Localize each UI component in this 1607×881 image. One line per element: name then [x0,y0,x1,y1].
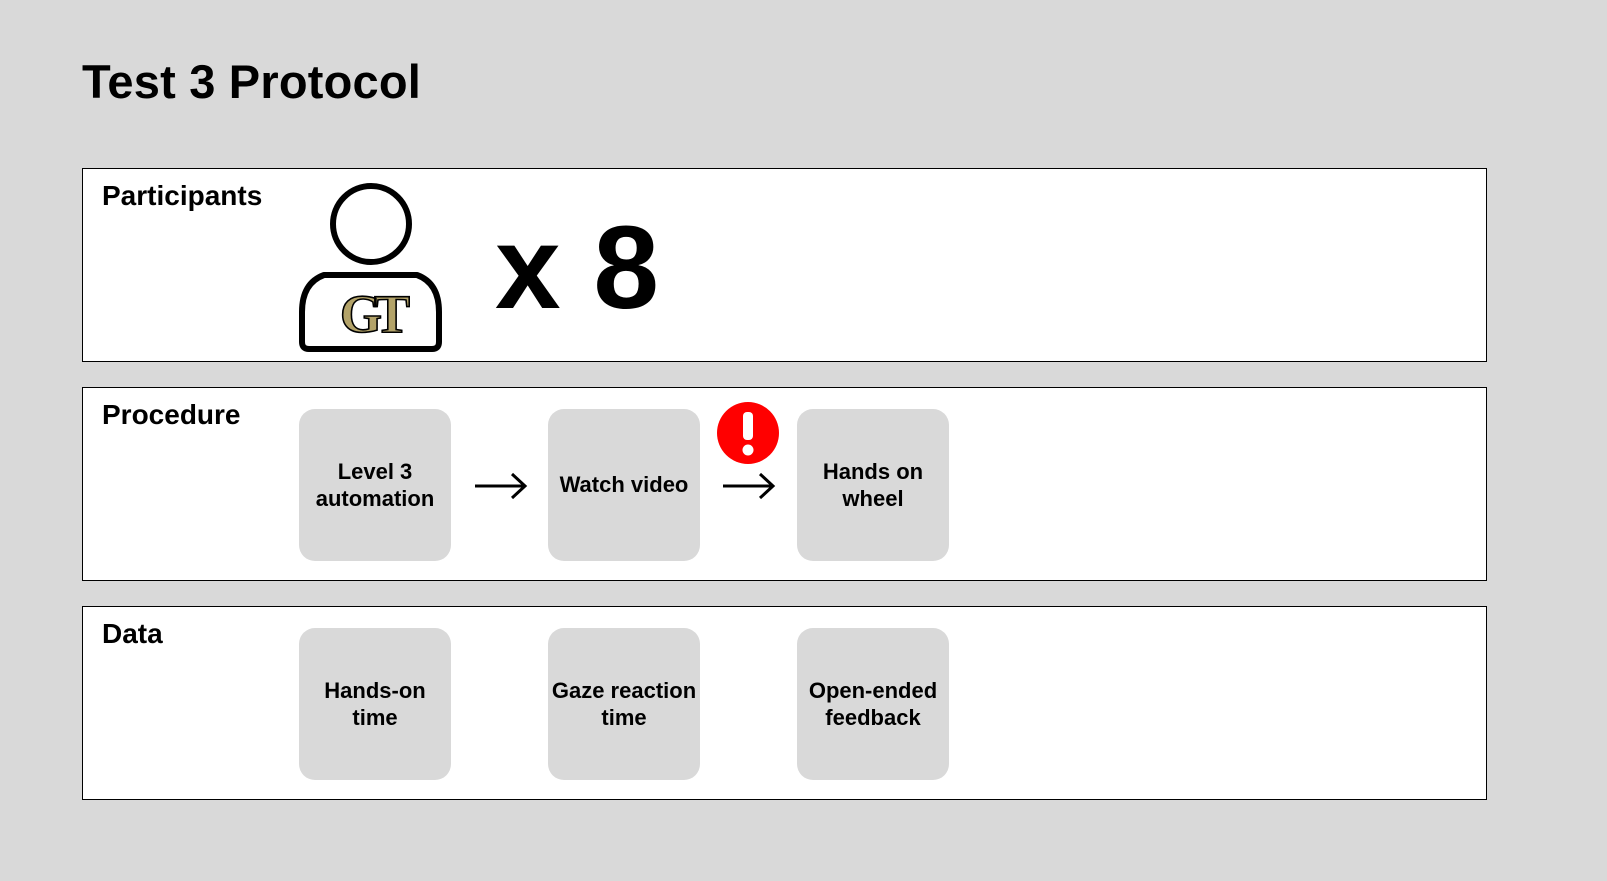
right-arrow-icon [721,470,777,502]
procedure-step-label: Level 3 automation [315,458,435,511]
participant-count: x 8 [495,202,660,334]
svg-text:GT: GT [339,284,403,344]
data-label: Data [102,618,163,649]
person-icon [298,182,443,354]
procedure-panel [82,387,1487,581]
data-item [548,628,700,780]
exclamation-icon [717,402,779,464]
page-title: Test 3 Protocol [82,55,422,108]
procedure-step-label: Hands on wheel [822,458,924,511]
procedure-label: Procedure [102,399,241,430]
data-item [797,628,949,780]
data-item [299,628,451,780]
data-item-label: Open-ended feedback [808,677,938,730]
procedure-step [299,409,451,561]
participants-panel [82,168,1487,362]
right-arrow-icon [473,470,529,502]
procedure-step [548,409,700,561]
procedure-step-label: Watch video [559,472,689,498]
data-item-label: Gaze reaction time [551,677,697,730]
gt-logo [340,284,410,344]
data-item-label: Hands-on time [324,677,426,730]
participants-label: Participants [102,180,263,211]
procedure-step [797,409,949,561]
data-panel [82,606,1487,800]
